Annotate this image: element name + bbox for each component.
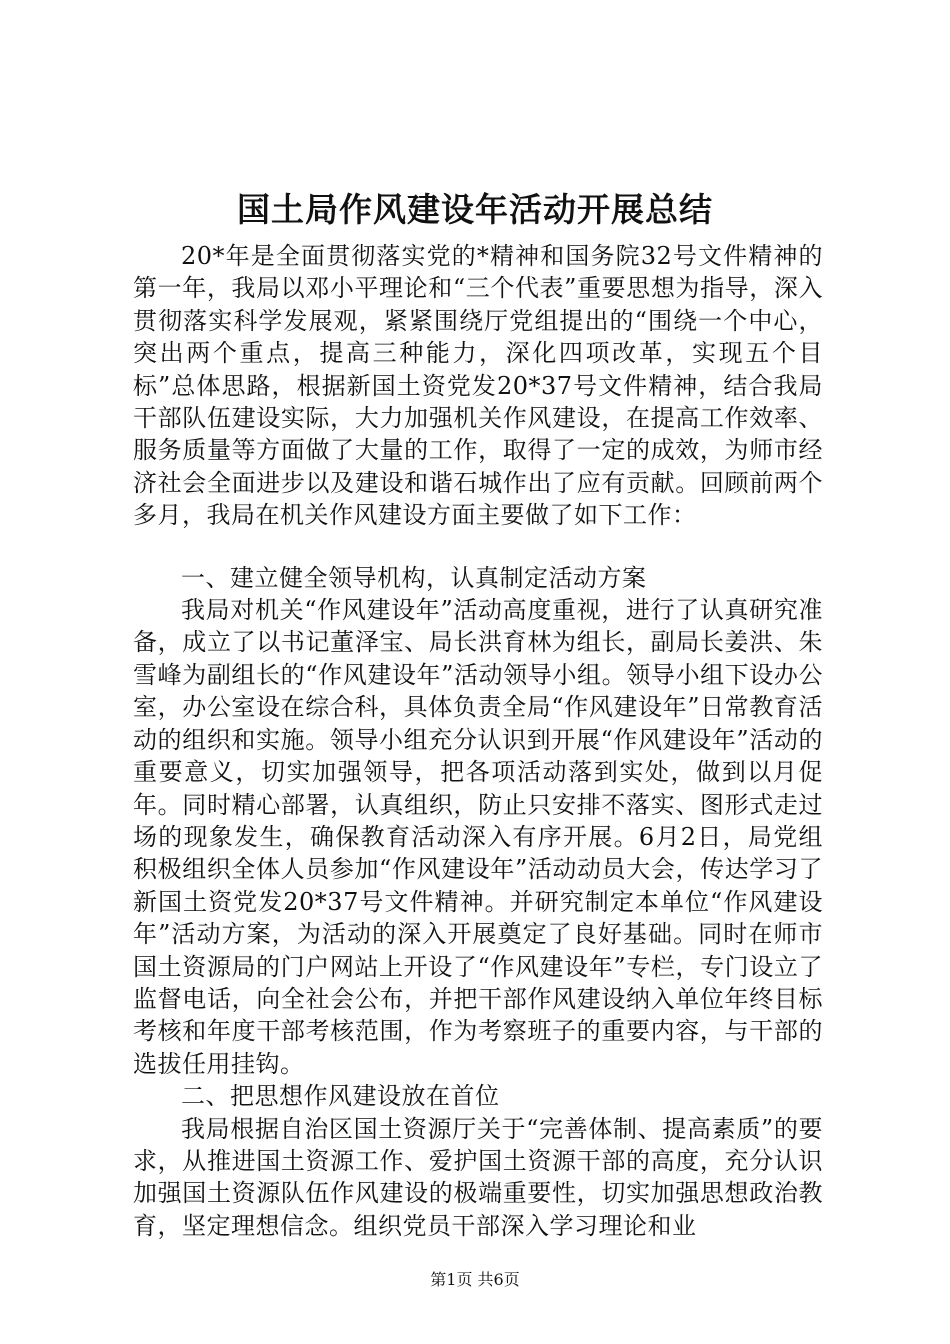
intro-paragraph: 20*年是全面贯彻落实党的*精神和国务院32号文件精神的第一年，我局以邓小平理论和“三个代表”重要思想为指导，深入贯彻落实科学发展观，紧紧围绕厅党组提出的“围绕一个中心，突出两个重点，提高三种能力，深化四项改革，实现五个目标”总体思路，根据新国土资党发20*37号文件精神，结合我局干部队伍建设实际，大力加强机关作风建设，在提高工作效率、服务质量等方面做了大量的工作，取得了一定的成效，为师市经济社会全面进步以及建设和谐石城作出了应有贡献。回顾前两个多月，我局在机关作风建设方面主要做了如下工作： [133,242,823,530]
paragraph-spacer [133,532,823,562]
section-1-paragraph: 我局对机关“作风建设年”活动高度重视，进行了认真研究准备，成立了以书记董泽宝、局长洪育林为组长，副局长姜洪、朱雪峰为副组长的“作风建设年”活动领导小组。领导小组下设办公室，办公室设在综合科，具体负责全局“作风建设年”日常教育活动的组织和实施。领导小组充分认识到开展“作风建设年”活动的重要意义，切实加强领导，把各项活动落到实处，做到以月促年。同时精心部署，认真组织，防止只安排不落实、图形式走过场的现象发生，确保教育活动深入有序开展。6月2日，局党组积极组织全体人员参加“作风建设年”活动动员大会，传达学习了新国土资党发20*37号文件精神。并研究制定本单位“作风建设年”活动方案，为活动的深入开展奠定了良好基础。同时在师市国土资源局的门户网站上开设了“作风建设年”专栏，专门设立了监督电话，向全社会公布，并把干部作风建设纳入单位年终目标考核和年度干部考核范围，作为考察班子的重要内容，与干部的选拔任用挂钩。 [133,596,823,1078]
document-title: 国土局作风建设年活动开展总结 [237,190,713,229]
section-2-paragraph: 我局根据自治区国土资源厅关于“完善体制、提高素质”的要求，从推进国土资源工作、爱护国土资源干部的高度，充分认识加强国土资源队伍作风建设的极端重要性，切实加强思想政治教育，坚定理想信念。组织党员干部深入学习理论和业 [133,1114,823,1240]
document-body [133,240,823,1242]
section-1-heading: 一、建立健全领导机构，认真制定活动方案 [181,563,647,592]
page-footer: 第1页 共6页 [430,1270,520,1289]
section-2-heading: 二、把思想作风建设放在首位 [181,1082,500,1111]
